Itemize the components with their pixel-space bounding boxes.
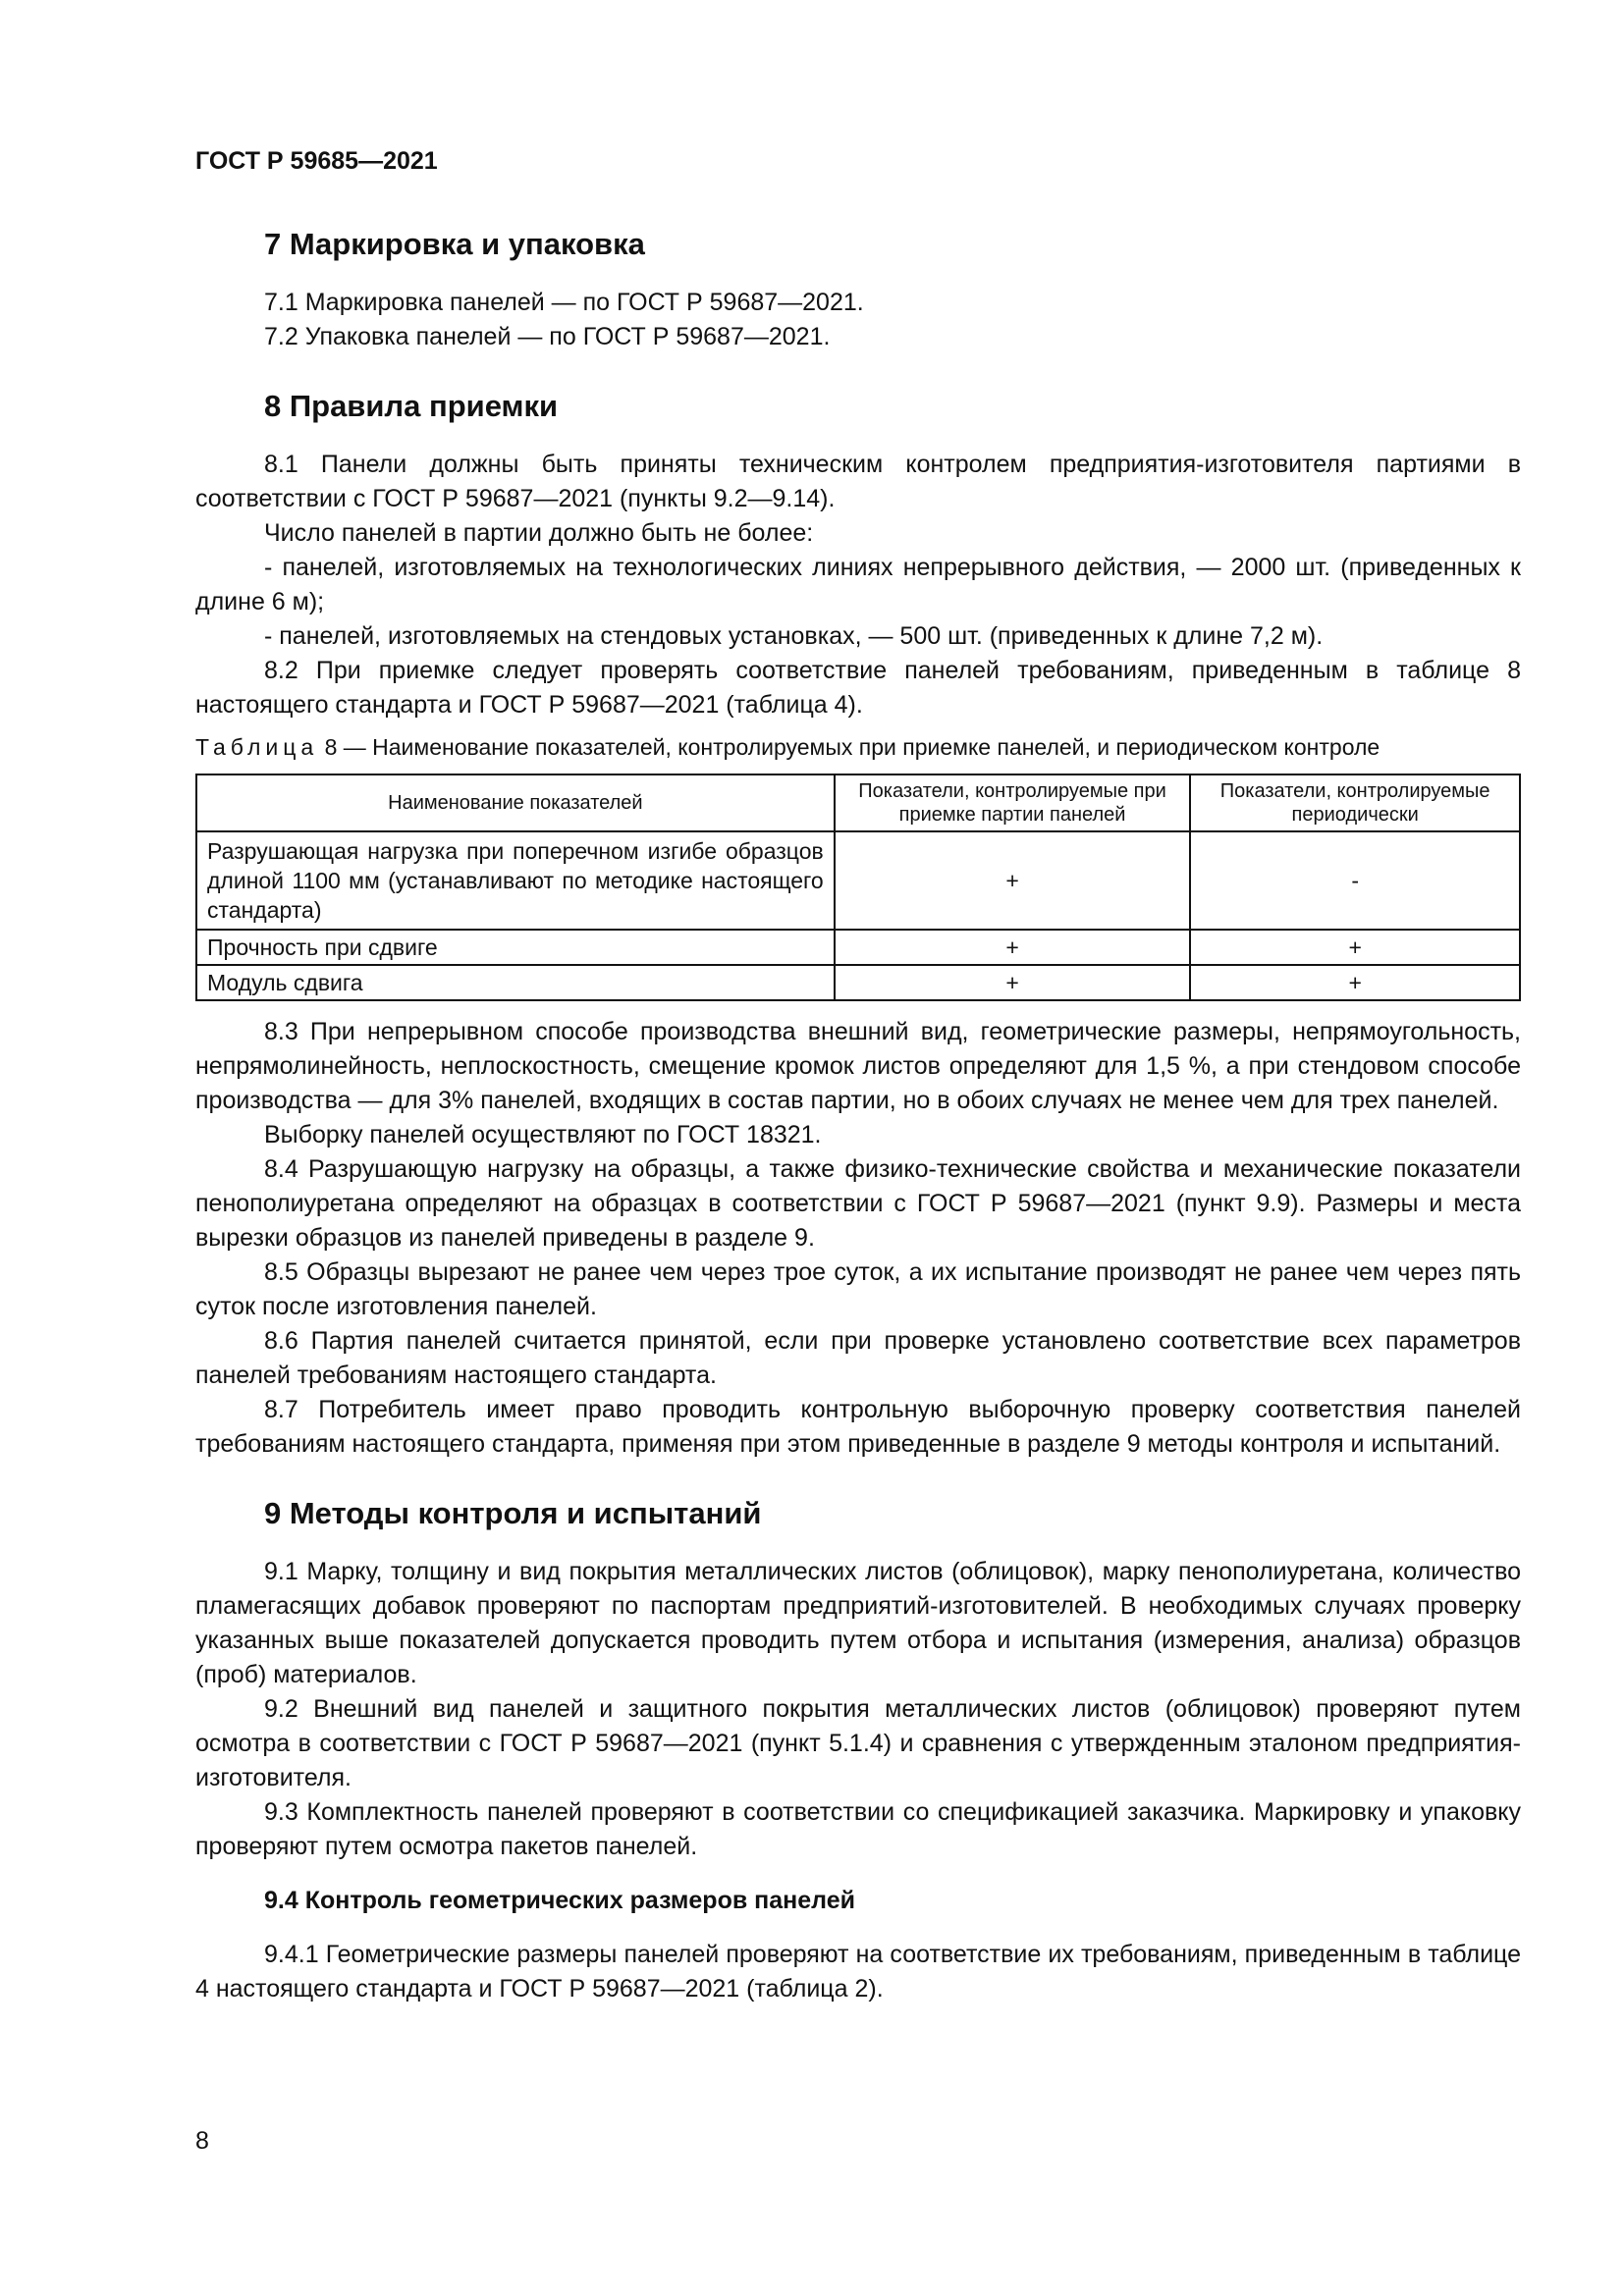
column-header-periodic: Показатели, контролируемые периодически <box>1190 774 1520 831</box>
paragraph-8-4: 8.4 Разрушающую нагрузку на образцы, а также физико-технические свойства и механические показатели пенополиуретана определяют на образцах в соответствии с ГОСТ Р 59687—2021 (пункт 9.9). Размеры и места вырезки образцов из панелей приведены в разделе 9. <box>195 1155 1521 1252</box>
table-cell-name: Модуль сдвига <box>196 965 835 1000</box>
paragraph-8-6: 8.6 Партия панелей считается принятой, если при проверке установлено соответствие всех параметров панелей требованиям настоящего стандарта. <box>195 1327 1521 1389</box>
document-code: ГОСТ Р 59685—2021 <box>195 147 438 175</box>
table-cell-acceptance: + <box>835 965 1191 1000</box>
table-cell-periodic: - <box>1190 831 1520 930</box>
paragraph-9-2: 9.2 Внешний вид панелей и защитного покрытия металлических листов (облицовок) проверяют путем осмотра в соответствии с ГОСТ Р 59687—2021 (пункт 5.1.4) и сравнения с утвержденным эталоном предприятия-изготовителя. <box>195 1695 1521 1791</box>
table-caption-text: 8 — Наименование показателей, контролируемых при приемке панелей, и периодическом контроле <box>324 734 1380 760</box>
document-page <box>195 147 1521 2006</box>
table-cell-name: Прочность при сдвиге <box>196 930 835 965</box>
paragraph-9-3: 9.3 Комплектность панелей проверяют в соответствии со спецификацией заказчика. Маркировку и упаковку проверяют путем осмотра пакетов панелей. <box>195 1798 1521 1860</box>
table-cell-periodic: + <box>1190 965 1520 1000</box>
paragraph-8-7: 8.7 Потребитель имеет право проводить контрольную выборочную проверку соответствия панелей требованиям настоящего стандарта, применяя при этом приведенные в разделе 9 методы контроля и испытаний. <box>195 1396 1521 1458</box>
paragraph-8-3-sample: Выборку панелей осуществляют по ГОСТ 18321. <box>264 1121 822 1148</box>
paragraph-8-5: 8.5 Образцы вырезают не ранее чем через трое суток, а их испытание производят не ранее чем через пять суток после изготовления панелей. <box>195 1258 1521 1320</box>
table-header-row <box>196 774 1520 831</box>
table-caption-label: Таблица <box>195 734 319 760</box>
column-header-name: Наименование показателей <box>196 774 835 831</box>
subsection-9-4-title: 9.4 Контроль геометрических размеров панелей <box>264 1887 855 1914</box>
table-8 <box>195 774 1521 1001</box>
paragraph-8-1: 8.1 Панели должны быть приняты техническим контролем предприятия-изготовителя партиями в соответствии с ГОСТ Р 59687—2021 (пункты 9.2—9.14). <box>195 451 1521 512</box>
paragraph-9-4-1: 9.4.1 Геометрические размеры панелей проверяют на соответствие их требованиям, приведенным в таблице 4 настоящего стандарта и ГОСТ Р 59687—2021 (таблица 2). <box>195 1941 1521 2002</box>
section-9-title: 9 Методы контроля и испытаний <box>264 1496 762 1530</box>
column-header-acceptance: Показатели, контролируемые при приемке партии панелей <box>835 774 1191 831</box>
table-cell-acceptance: + <box>835 831 1191 930</box>
table-cell-name: Разрушающая нагрузка при поперечном изгибе образцов длиной 1100 мм (устанавливают по методике настоящего стандарта) <box>196 831 835 930</box>
paragraph-7-2: 7.2 Упаковка панелей — по ГОСТ Р 59687—2021. <box>264 323 831 350</box>
paragraph-8-1-continuous: - панелей, изготовляемых на технологических линиях непрерывного действия, — 2000 шт. (приведенных к длине 6 м); <box>195 554 1521 615</box>
paragraph-8-3: 8.3 При непрерывном способе производства внешний вид, геометрические размеры, непрямоугольность, непрямолинейность, неплоскостность, смещение кромок листов определяют для 1,5 %, а при стендовом способе производства — для 3% панелей, входящих в состав партии, но в обоих случаях не менее чем для трех панелей. <box>195 1018 1521 1114</box>
page-number: 8 <box>195 2127 209 2155</box>
table-8-caption <box>195 732 1521 762</box>
paragraph-8-1-count: Число панелей в партии должно быть не более: <box>264 519 814 547</box>
table-row <box>196 930 1520 965</box>
table-row <box>196 965 1520 1000</box>
paragraph-7-1: 7.1 Маркировка панелей — по ГОСТ Р 59687—2021. <box>264 289 864 316</box>
section-8-title: 8 Правила приемки <box>264 389 559 423</box>
paragraph-8-2: 8.2 При приемке следует проверять соответствие панелей требованиям, приведенным в таблице 8 настоящего стандарта и ГОСТ Р 59687—2021 (таблица 4). <box>195 657 1521 719</box>
table-cell-acceptance: + <box>835 930 1191 965</box>
paragraph-9-1: 9.1 Марку, толщину и вид покрытия металлических листов (облицовок), марку пенополиуретана, количество пламегасящих добавок проверяют по паспортам предприятий-изготовителей. В необходимых случаях проверку указанных выше показателей допускается проводить путем отбора и испытания (измерения, анализа) образцов (проб) материалов. <box>195 1558 1521 1688</box>
table-cell-periodic: + <box>1190 930 1520 965</box>
table-row <box>196 831 1520 930</box>
section-7-title: 7 Маркировка и упаковка <box>264 227 645 261</box>
paragraph-8-1-stand: - панелей, изготовляемых на стендовых установках, — 500 шт. (приведенных к длине 7,2 м). <box>264 622 1324 650</box>
